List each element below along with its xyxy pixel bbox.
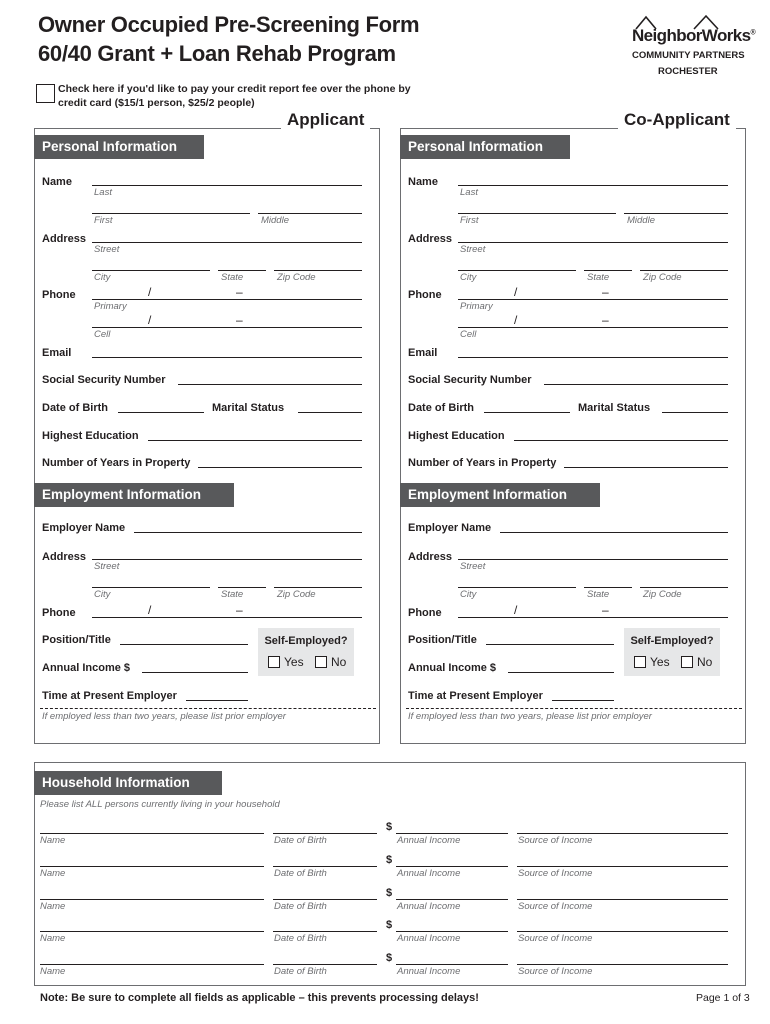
applicant-cell-dash: – <box>236 313 243 327</box>
coapplicant-marital-label: Marital Status <box>578 402 651 414</box>
household-dob-hint-3: Date of Birth <box>274 901 327 912</box>
applicant-emp-zip-field[interactable] <box>274 587 362 588</box>
logo-community-partners: COMMUNITY PARTNERS <box>632 50 745 61</box>
applicant-emp-street-hint: Street <box>94 561 120 572</box>
applicant-emp-zip-hint: Zip Code <box>277 589 316 600</box>
coapplicant-emp-city-hint: City <box>460 589 477 600</box>
applicant-city-field[interactable] <box>92 270 210 271</box>
household-dob-hint-4: Date of Birth <box>274 933 327 944</box>
household-income-field-2[interactable] <box>396 866 508 867</box>
applicant-zip-hint: Zip Code <box>277 272 316 283</box>
applicant-title: Applicant <box>281 110 370 130</box>
coapplicant-name-label: Name <box>408 176 438 188</box>
applicant-emp-phone-slash: / <box>148 603 152 617</box>
applicant-dob-label: Date of Birth <box>42 402 108 414</box>
household-source-hint-5: Source of Income <box>518 966 593 977</box>
coapplicant-emp-street-field[interactable] <box>458 559 728 560</box>
applicant-time-field[interactable] <box>186 700 248 701</box>
coapplicant-primary-slash: / <box>514 285 518 299</box>
coapplicant-city-field[interactable] <box>458 270 576 271</box>
applicant-state-field[interactable] <box>218 270 266 271</box>
coapplicant-self-employed-label: Self-Employed? <box>630 635 714 647</box>
applicant-emp-phone-label: Phone <box>42 607 76 619</box>
household-name-hint-5: Name <box>40 966 66 977</box>
footer-note: Note: Be sure to complete all fields as applicable – this prevents processing delays! <box>40 992 479 1004</box>
household-name-field-5[interactable] <box>40 964 264 965</box>
household-income-field-4[interactable] <box>396 931 508 932</box>
household-source-field-2[interactable] <box>517 866 728 867</box>
applicant-first-hint: First <box>94 215 113 226</box>
coapplicant-time-field[interactable] <box>552 700 614 701</box>
applicant-emp-state-field[interactable] <box>218 587 266 588</box>
coapplicant-email-label: Email <box>408 347 438 359</box>
applicant-middle-name-field[interactable] <box>258 213 362 214</box>
household-income-field-1[interactable] <box>396 833 508 834</box>
household-dob-field-4[interactable] <box>273 931 377 932</box>
coapplicant-personal-header: Personal Information <box>400 135 570 159</box>
applicant-street-hint: Street <box>94 244 120 255</box>
household-dollar-3: $ <box>386 887 393 899</box>
household-dollar-5: $ <box>386 952 393 964</box>
applicant-last-hint: Last <box>94 187 112 198</box>
coapplicant-self-employed-box <box>624 628 720 676</box>
applicant-income-label: Annual Income $ <box>42 662 131 674</box>
logo-name: NeighborWorks® <box>632 26 756 45</box>
coapplicant-middle-name-field[interactable] <box>624 213 728 214</box>
household-name-hint-4: Name <box>40 933 66 944</box>
household-income-hint-2: Annual Income <box>397 868 461 879</box>
applicant-name-label: Name <box>42 176 72 188</box>
coapplicant-emp-zip-field[interactable] <box>640 587 728 588</box>
applicant-yes-label: Yes <box>284 655 304 669</box>
household-dollar-4: $ <box>386 919 393 931</box>
applicant-primary-phone-field[interactable] <box>92 299 362 300</box>
coapplicant-emp-street-hint: Street <box>460 561 486 572</box>
coapplicant-address-label: Address <box>408 233 453 245</box>
coapplicant-first-name-field[interactable] <box>458 213 616 214</box>
coapplicant-prior-employer-line[interactable] <box>406 708 742 709</box>
applicant-emp-state-hint: State <box>221 589 244 600</box>
applicant-address-label: Address <box>42 233 87 245</box>
applicant-cell-hint: Cell <box>94 329 111 340</box>
applicant-employment-header: Employment Information <box>34 483 234 507</box>
coapplicant-years-label: Number of Years in Property <box>408 457 557 469</box>
applicant-first-name-field[interactable] <box>92 213 250 214</box>
coapplicant-city-hint: City <box>460 272 477 283</box>
household-dollar-2: $ <box>386 854 393 866</box>
household-income-hint-4: Annual Income <box>397 933 461 944</box>
coapplicant-emp-phone-slash: / <box>514 603 518 617</box>
applicant-income-field[interactable] <box>142 672 248 673</box>
household-source-hint-2: Source of Income <box>518 868 593 879</box>
applicant-marital-field[interactable] <box>298 412 362 413</box>
coapplicant-yes-label: Yes <box>650 655 670 669</box>
coapplicant-dob-field[interactable] <box>484 412 570 413</box>
household-source-field-4[interactable] <box>517 931 728 932</box>
applicant-state-hint: State <box>221 272 244 283</box>
applicant-position-label: Position/Title <box>42 634 111 646</box>
neighborworks-logo <box>632 14 756 80</box>
coapplicant-cell-slash: / <box>514 313 518 327</box>
household-source-hint-3: Source of Income <box>518 901 593 912</box>
applicant-emp-phone-dash: – <box>236 603 243 617</box>
household-source-hint-1: Source of Income <box>518 835 593 846</box>
household-name-hint-3: Name <box>40 901 66 912</box>
coapplicant-primary-hint: Primary <box>460 301 493 312</box>
coapplicant-self-employed-no-checkbox[interactable] <box>681 656 693 668</box>
applicant-prior-employer-line[interactable] <box>40 708 376 709</box>
coapplicant-phone-label: Phone <box>408 289 442 301</box>
coapplicant-income-field[interactable] <box>508 672 614 673</box>
household-source-field-3[interactable] <box>517 899 728 900</box>
coapplicant-zip-hint: Zip Code <box>643 272 682 283</box>
household-income-hint-3: Annual Income <box>397 901 461 912</box>
household-header: Household Information <box>34 771 222 795</box>
applicant-emp-address-label: Address <box>42 551 87 563</box>
coapplicant-primary-phone-field[interactable] <box>458 299 728 300</box>
coapplicant-employer-field[interactable] <box>500 532 728 533</box>
applicant-self-employed-box <box>258 628 354 676</box>
applicant-personal-header: Personal Information <box>34 135 204 159</box>
applicant-email-field[interactable] <box>92 357 362 358</box>
household-dob-field-2[interactable] <box>273 866 377 867</box>
applicant-years-field[interactable] <box>198 467 362 468</box>
coapplicant-last-hint: Last <box>460 187 478 198</box>
coapplicant-middle-hint: Middle <box>627 215 655 226</box>
applicant-city-hint: City <box>94 272 111 283</box>
household-instruction: Please list ALL persons currently living in your household <box>40 799 280 810</box>
applicant-phone-label: Phone <box>42 289 76 301</box>
household-dob-field-1[interactable] <box>273 833 377 834</box>
coapplicant-last-name-field[interactable] <box>458 185 728 186</box>
coapplicant-first-hint: First <box>460 215 479 226</box>
household-income-hint-5: Annual Income <box>397 966 461 977</box>
household-income-field-5[interactable] <box>396 964 508 965</box>
credit-phone-text: Check here if you'd like to pay your credit report fee over the phone by credit card ($15/1 person, $25/2 people) <box>58 83 411 109</box>
household-dob-hint-2: Date of Birth <box>274 868 327 879</box>
applicant-marital-label: Marital Status <box>212 402 285 414</box>
coapplicant-emp-state-field[interactable] <box>584 587 632 588</box>
applicant-zip-field[interactable] <box>274 270 362 271</box>
household-source-field-1[interactable] <box>517 833 728 834</box>
applicant-dob-field[interactable] <box>118 412 204 413</box>
coapplicant-ssn-label: Social Security Number <box>408 374 532 386</box>
applicant-street-field[interactable] <box>92 242 362 243</box>
coapplicant-employer-label: Employer Name <box>408 522 492 534</box>
page-number: Page 1 of 3 <box>696 992 750 1004</box>
applicant-self-employed-label: Self-Employed? <box>264 635 348 647</box>
applicant-cell-slash: / <box>148 313 152 327</box>
coapplicant-title: Co-Applicant <box>618 110 736 130</box>
household-name-field-4[interactable] <box>40 931 264 932</box>
applicant-employer-label: Employer Name <box>42 522 126 534</box>
coapplicant-no-label: No <box>697 655 713 669</box>
applicant-primary-dash: – <box>236 285 243 299</box>
applicant-no-label: No <box>331 655 347 669</box>
household-source-hint-4: Source of Income <box>518 933 593 944</box>
coapplicant-income-label: Annual Income $ <box>408 662 497 674</box>
applicant-position-field[interactable] <box>120 644 248 645</box>
coapplicant-employment-header: Employment Information <box>400 483 600 507</box>
applicant-education-field[interactable] <box>148 440 362 441</box>
household-dob-field-5[interactable] <box>273 964 377 965</box>
applicant-education-label: Highest Education <box>42 430 139 442</box>
coapplicant-education-field[interactable] <box>514 440 728 441</box>
applicant-self-employed-yes-checkbox[interactable] <box>268 656 280 668</box>
applicant-primary-hint: Primary <box>94 301 127 312</box>
applicant-email-label: Email <box>42 347 72 359</box>
household-name-hint-2: Name <box>40 868 66 879</box>
coapplicant-emp-phone-label: Phone <box>408 607 442 619</box>
coapplicant-email-field[interactable] <box>458 357 728 358</box>
form-subtitle: 60/40 Grant + Loan Rehab Program <box>38 41 396 66</box>
applicant-emp-city-hint: City <box>94 589 111 600</box>
applicant-prior-employer-note: If employed less than two years, please list prior employer <box>42 711 286 722</box>
coapplicant-state-hint: State <box>587 272 610 283</box>
applicant-emp-street-field[interactable] <box>92 559 362 560</box>
applicant-cell-phone-field[interactable] <box>92 327 362 328</box>
applicant-primary-slash: / <box>148 285 152 299</box>
coapplicant-street-hint: Street <box>460 244 486 255</box>
coapplicant-education-label: Highest Education <box>408 430 505 442</box>
household-source-field-5[interactable] <box>517 964 728 965</box>
applicant-employer-field[interactable] <box>134 532 362 533</box>
household-income-field-3[interactable] <box>396 899 508 900</box>
coapplicant-street-field[interactable] <box>458 242 728 243</box>
coapplicant-emp-phone-field[interactable] <box>458 617 728 618</box>
coapplicant-dob-label: Date of Birth <box>408 402 474 414</box>
household-dob-hint-5: Date of Birth <box>274 966 327 977</box>
applicant-last-name-field[interactable] <box>92 185 362 186</box>
household-name-field-3[interactable] <box>40 899 264 900</box>
household-name-field-1[interactable] <box>40 833 264 834</box>
coapplicant-position-label: Position/Title <box>408 634 477 646</box>
coapplicant-time-label: Time at Present Employer <box>408 690 543 702</box>
coapplicant-cell-phone-field[interactable] <box>458 327 728 328</box>
applicant-middle-hint: Middle <box>261 215 289 226</box>
coapplicant-emp-phone-dash: – <box>602 603 609 617</box>
coapplicant-emp-state-hint: State <box>587 589 610 600</box>
coapplicant-zip-field[interactable] <box>640 270 728 271</box>
applicant-emp-city-field[interactable] <box>92 587 210 588</box>
coapplicant-emp-zip-hint: Zip Code <box>643 589 682 600</box>
coapplicant-self-employed-yes-checkbox[interactable] <box>634 656 646 668</box>
credit-phone-checkbox[interactable] <box>36 84 55 103</box>
coapplicant-state-field[interactable] <box>584 270 632 271</box>
coapplicant-emp-city-field[interactable] <box>458 587 576 588</box>
household-name-hint-1: Name <box>40 835 66 846</box>
household-dollar-1: $ <box>386 821 393 833</box>
applicant-ssn-field[interactable] <box>178 384 362 385</box>
coapplicant-cell-hint: Cell <box>460 329 477 340</box>
applicant-emp-phone-field[interactable] <box>92 617 362 618</box>
applicant-ssn-label: Social Security Number <box>42 374 166 386</box>
coapplicant-years-field[interactable] <box>564 467 728 468</box>
coapplicant-cell-dash: – <box>602 313 609 327</box>
applicant-time-label: Time at Present Employer <box>42 690 177 702</box>
household-name-field-2[interactable] <box>40 866 264 867</box>
household-dob-field-3[interactable] <box>273 899 377 900</box>
coapplicant-primary-dash: – <box>602 285 609 299</box>
form-title: Owner Occupied Pre-Screening Form <box>38 12 420 37</box>
coapplicant-marital-field[interactable] <box>662 412 728 413</box>
coapplicant-emp-address-label: Address <box>408 551 453 563</box>
applicant-years-label: Number of Years in Property <box>42 457 191 469</box>
applicant-self-employed-no-checkbox[interactable] <box>315 656 327 668</box>
household-dob-hint-1: Date of Birth <box>274 835 327 846</box>
coapplicant-prior-employer-note: If employed less than two years, please list prior employer <box>408 711 652 722</box>
logo-rochester: ROCHESTER <box>658 66 718 77</box>
coapplicant-position-field[interactable] <box>486 644 614 645</box>
household-income-hint-1: Annual Income <box>397 835 461 846</box>
coapplicant-ssn-field[interactable] <box>544 384 728 385</box>
